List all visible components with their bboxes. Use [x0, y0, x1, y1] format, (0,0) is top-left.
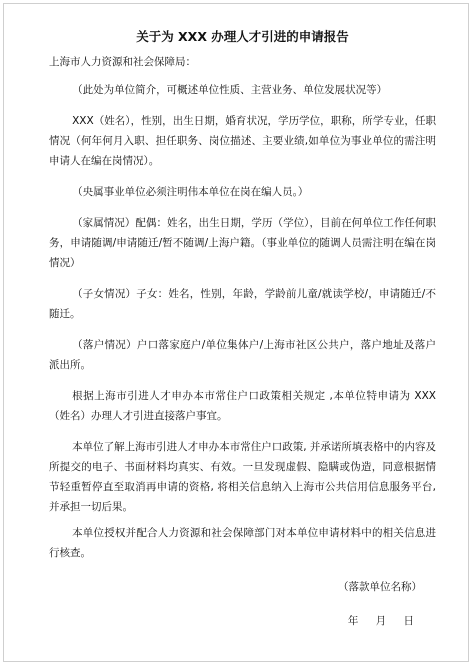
paragraph-commitment: 本单位了解上海市引进人才申办本市常住户口政策, 并承诺所填表格中的内容及所提交的电子、书面材料均真实、有效。一旦发现虚假、隐瞒或伪造，同意根据情节轻重暂停直至取消再申请的资格, 将相关信息纳入上海市公共信用信息服务平台, 并承担一切后果。	[49, 441, 436, 513]
signature-line: （落款单位名称）	[338, 581, 422, 593]
paragraph-household-info: （落户情况）户口落家庭户/单位集体户/上海市社区公共户，落户地址及落户派出所。	[49, 339, 436, 371]
paragraph-unit-intro: （此处为单位简介，可概述单位性质、主营业务、单位发展状况等）	[72, 84, 388, 96]
paragraph-applicant-info: XXX（姓名），性别，出生日期，婚育状况，学历学位，职称，所学专业，任职情况（何年何月入职、担任职务、岗位描述、主要业绩,如单位为事业单位的需注明申请人在编在岗情况）。	[49, 115, 436, 167]
paragraph-application-request: 根据上海市引进人才申办本市常住户口政策相关规定 ,本单位特申请为 XXX（姓名）办理人才引进直接落户事宜。	[49, 390, 436, 422]
paragraph-children-info: （子女情况）子女：姓名，性别，年龄，学龄前儿童/就读学校/，申请随迁/不随迁。	[49, 288, 436, 320]
paragraph-family-info: （家属情况）配偶：姓名，出生日期，学历（学位），目前在何单位工作任何职务，申请随调/申请随迁/暂不随调/上海户籍。（事业单位的随调人员需注明在编在岗情况）	[49, 217, 436, 269]
paragraph-authorization: 本单位授权并配合人力资源和社会保障部门对本单位申请材料中的相关信息进行核查。	[49, 527, 436, 559]
date-line: 年 月 日	[347, 615, 414, 627]
paragraph-central-unit-note: （央属事业单位必须注明伟本单位在岗在编人员。）	[72, 186, 309, 198]
document-title: 关于为 XXX 办理人才引进的申请报告	[136, 29, 349, 44]
document-content	[49, 28, 436, 631]
salutation: 上海市人力资源和社会保障局：	[49, 56, 196, 68]
document-page	[3, 3, 469, 662]
